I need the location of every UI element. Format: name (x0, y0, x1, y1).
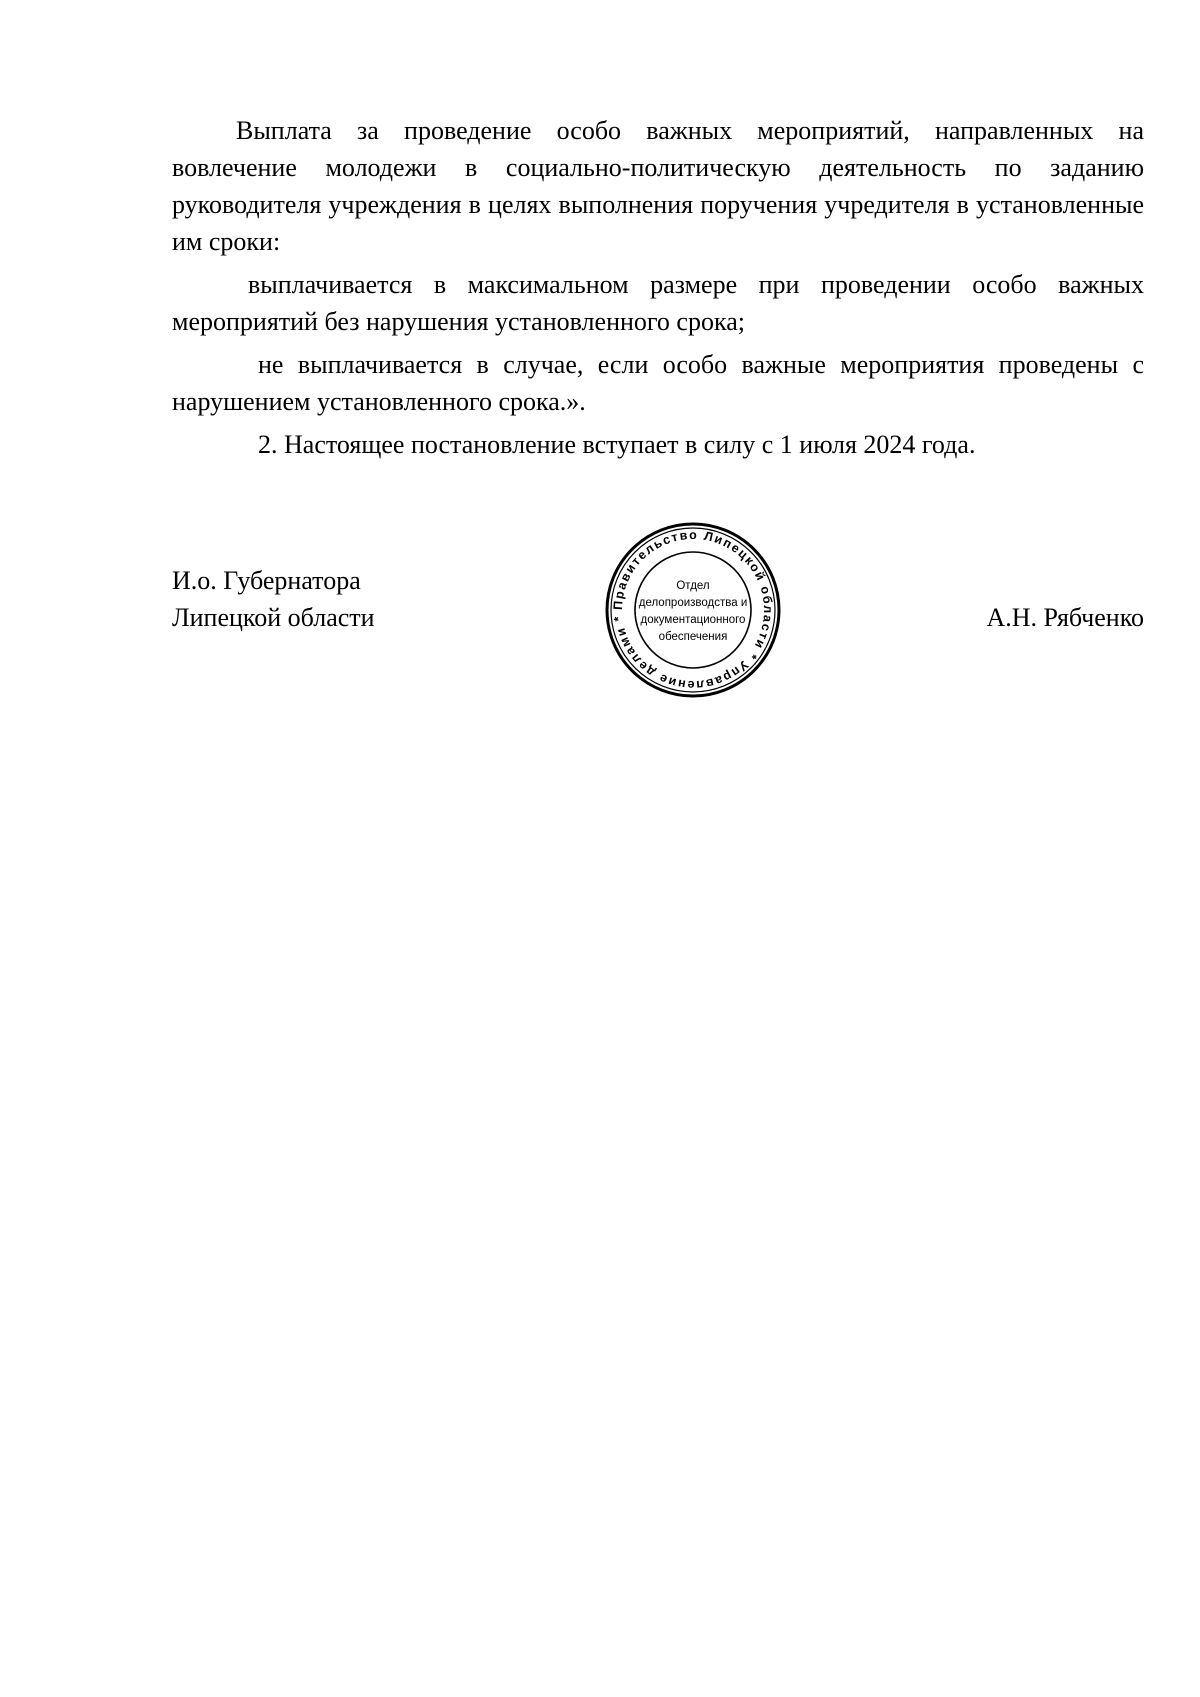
official-stamp (603, 520, 783, 700)
document-body (172, 112, 1144, 469)
signer-position (172, 562, 375, 636)
stamp-center-line4: обеспечения (658, 631, 728, 643)
stamp-ring-text: Правительство Липецкой области * Управление делами * (610, 527, 776, 693)
stamp-center-line3: документационного (640, 614, 746, 626)
stamp-center-line2: делопроизводства и (638, 597, 748, 609)
signer-name: А.Н. Рябченко (986, 603, 1144, 632)
stamp-graphic (603, 520, 783, 700)
stamp-center-line1: Отдел (676, 580, 710, 592)
paragraph-effective-date: 2. Настоящее постановление вступает в силу с 1 июля 2024 года. (258, 430, 976, 459)
paragraph-no-payment: не выплачивается в случае, если особо важные мероприятия проведены с нарушением установленного срока.». (172, 350, 1144, 416)
signer-position-line2: Липецкой области (172, 603, 375, 632)
paragraph-max-payment: выплачивается в максимальном размере при проведении особо важных мероприятий без нарушения установленного срока; (172, 270, 1144, 336)
paragraph-payment-rule: Выплата за проведение особо важных мероприятий, направленных на вовлечение молодежи в социально-политическую деятельность по заданию руководителя учреждения в целях выполнения поручения учредителя в установленные им сроки: (172, 116, 1144, 256)
signer-position-line1: И.о. Губернатора (172, 566, 361, 595)
